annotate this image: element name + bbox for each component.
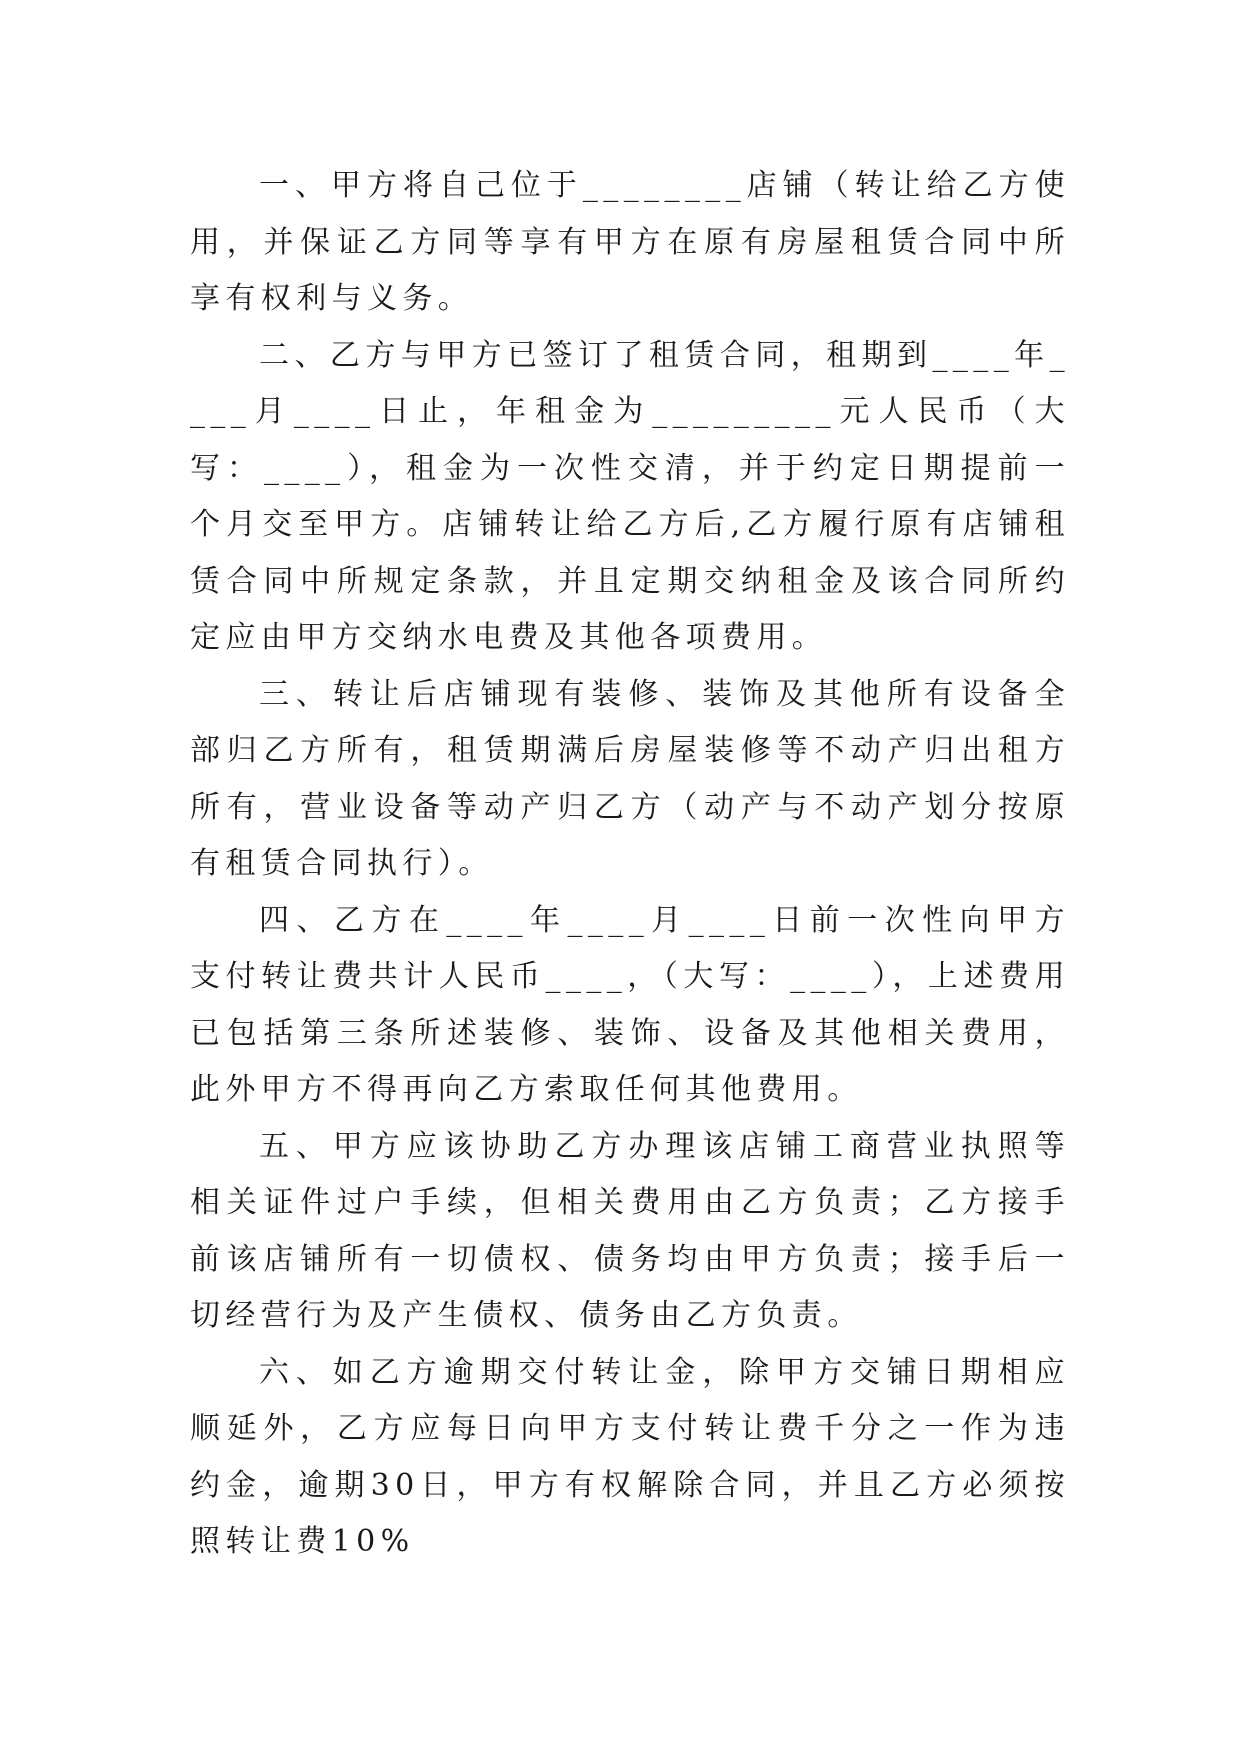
clause-2: 二、乙方与甲方已签订了租赁合同，租期到____年____月____日止，年租金为_________元人民币（大写：____），租金为一次性交清，并于约定日期提前一个月交至甲方。店铺转让给乙方后,乙方履行原有店铺租赁合同中所规定条款，并且定期交纳租金及该合同所约定应由甲方交纳水电费及其他各项费用。 <box>190 337 1070 655</box>
clause-3: 三、转让后店铺现有装修、装饰及其他所有设备全部归乙方所有，租赁期满后房屋装修等不动产归出租方所有，营业设备等动产归乙方（动产与不动产划分按原有租赁合同执行）。 <box>190 676 1070 881</box>
clause-1: 一、甲方将自己位于________店铺（转让给乙方使用，并保证乙方同等享有甲方在原有房屋租赁合同中所享有权利与义务。 <box>190 168 1070 316</box>
document-page <box>190 158 1070 1571</box>
clause-4: 四、乙方在____年____月____日前一次性向甲方支付转让费共计人民币____，（大写：____），上述费用已包括第三条所述装修、装饰、设备及其他相关费用，此外甲方不得再向乙方索取任何其他费用。 <box>190 902 1070 1107</box>
clause-5: 五、甲方应该协助乙方办理该店铺工商营业执照等相关证件过户手续，但相关费用由乙方负责；乙方接手前该店铺所有一切债权、债务均由甲方负责；接手后一切经营行为及产生债权、债务由乙方负责。 <box>190 1128 1070 1333</box>
clause-6: 六、如乙方逾期交付转让金，除甲方交铺日期相应顺延外，乙方应每日向甲方支付转让费千分之一作为违约金，逾期30日，甲方有权解除合同，并且乙方必须按照转让费10% <box>190 1354 1070 1559</box>
